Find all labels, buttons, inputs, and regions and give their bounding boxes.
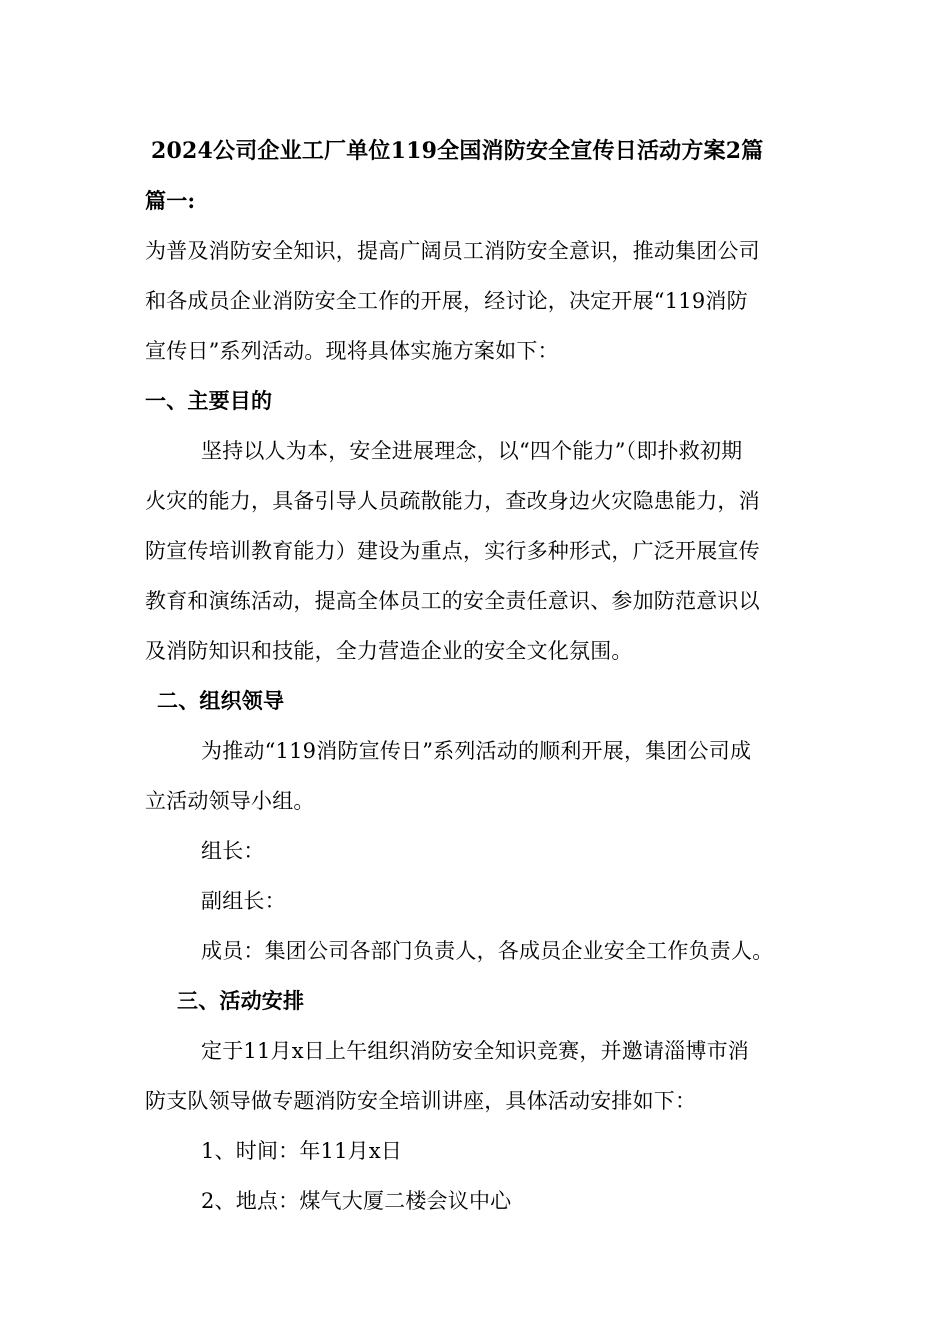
paragraph-line: 及消防知识和技能，全力营造企业的安全文化氛围。 [145,639,633,663]
intro-line: 宣传日”系列活动。现将具体实施方案如下： [145,339,559,363]
deputy-line: 副组长： [201,889,286,913]
intro-line: 为普及消防安全知识，提高广阔员工消防安全意识，推动集团公司 [145,239,760,263]
paragraph-line: 火灾的能力，具备引导人员疏散能力，查改身边火灾隐患能力，消 [145,489,760,513]
paragraph-line: 坚持以人为本，安全进展理念，以“四个能力”（即扑救初期 [201,439,743,463]
leader-line: 组长： [201,839,265,863]
section-heading: 一、主要目的 [145,388,273,413]
paragraph-line: 为推动“119消防宣传日”系列活动的顺利开展，集团公司成 [201,739,752,763]
section-heading: 二、组织领导 [157,688,285,713]
intro-line: 和各成员企业消防安全工作的开展，经讨论，决定开展“119消防 [145,289,748,313]
paragraph-line: 立活动领导小组。 [145,789,315,813]
paragraph-line: 防支队领导做专题消防安全培训讲座，具体活动安排如下： [145,1089,697,1113]
paragraph-line: 教育和演练活动，提高全体员工的安全责任意识、参加防范意识以 [145,589,760,613]
document-title: 2024公司企业工厂单位119全国消防安全宣传日活动方案2篇 [151,138,764,164]
list-item: 1、时间：年11月x日 [201,1139,403,1163]
list-item: 2、地点：煤气大厦二楼会议中心 [201,1189,512,1213]
paragraph-line: 防宣传培训教育能力）建设为重点，实行多种形式，广泛开展宣传 [145,539,760,563]
members-line: 成员：集团公司各部门负责人，各成员企业安全工作负责人。 [201,939,774,963]
part-label: 篇一: [145,188,196,213]
section-heading: 三、活动安排 [177,988,305,1013]
paragraph-line: 定于11月x日上午组织消防安全知识竞赛，并邀请淄博市消 [201,1039,749,1063]
